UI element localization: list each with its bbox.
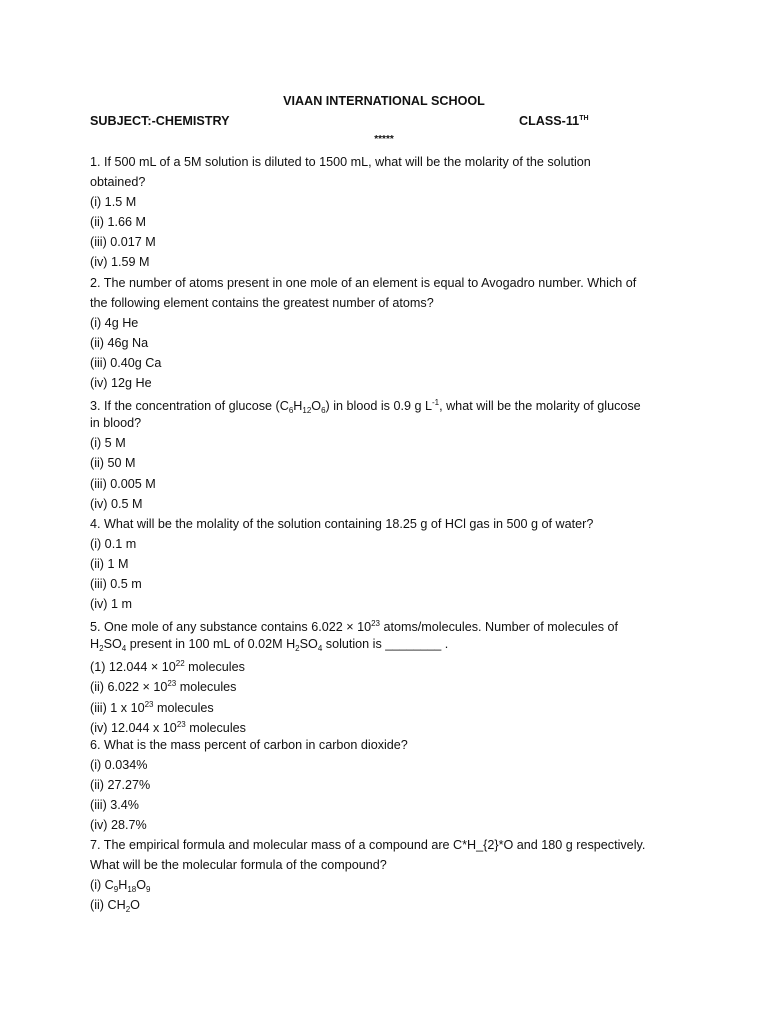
text-run: the following element contains the greatest number of atoms? (90, 295, 434, 310)
text-run: (iii) 0.5 m (90, 576, 142, 591)
text-run: molecules (176, 680, 237, 695)
text-line (90, 433, 690, 453)
text-run: 7. The empirical formula and molecular mass of a compound are C*H_{2}*O and 180 g respectively. (90, 838, 646, 853)
text-line (90, 594, 690, 614)
text-run: SO (103, 637, 122, 652)
separator-stars: ***** (374, 134, 394, 145)
text-line (90, 735, 690, 755)
text-line (90, 373, 690, 393)
text-run: (i) C (90, 878, 114, 893)
text-line (90, 534, 690, 554)
text-line (90, 695, 690, 715)
text-run: (iv) 0.5 M (90, 496, 143, 511)
text-run: atoms/molecules. Number of molecules of (380, 620, 618, 635)
text-line (90, 795, 690, 815)
text-run: (i) 4g He (90, 315, 139, 330)
text-run: (i) 5 M (90, 436, 126, 451)
text-run: (iii) 0.017 M (90, 235, 156, 250)
text-line (90, 212, 690, 232)
text-run: (iv) 1 m (90, 597, 132, 612)
text-run: (ii) 1.66 M (90, 215, 146, 230)
text-run: 6. What is the mass percent of carbon in carbon dioxide? (90, 737, 408, 752)
text-run: (iii) 1 x 10 (90, 700, 145, 715)
text-line (90, 895, 690, 915)
subscript: 2 (295, 644, 300, 654)
text-run: molecules (185, 720, 246, 735)
class-text: CLASS-11 (519, 114, 580, 128)
text-line (90, 413, 690, 433)
text-run: in blood? (90, 416, 142, 431)
text-run: (i) 0.1 m (90, 536, 137, 551)
superscript: 23 (144, 699, 154, 709)
text-run: ) in blood is 0.9 g L (325, 399, 432, 414)
text-line (90, 313, 690, 333)
text-run: H (90, 637, 100, 652)
text-line (90, 232, 690, 252)
text-line (90, 855, 690, 875)
questions-body (90, 152, 690, 916)
text-run: (i) 0.034% (90, 757, 148, 772)
text-line (90, 775, 690, 795)
text-line (90, 172, 690, 192)
text-run: (iii) 0.005 M (90, 476, 156, 491)
text-line (90, 835, 690, 855)
subscript: 2 (99, 644, 104, 654)
text-run: O (136, 878, 147, 893)
text-line (90, 474, 690, 494)
text-line (90, 614, 690, 634)
text-run: (ii) 6.022 × 10 (90, 680, 168, 695)
superscript: 23 (371, 619, 381, 629)
text-line (90, 674, 690, 694)
text-run: O (130, 898, 140, 913)
text-line (90, 755, 690, 775)
text-line (90, 494, 690, 514)
superscript: 22 (175, 659, 185, 669)
text-run: H (118, 878, 128, 893)
text-run: H (293, 399, 303, 414)
subscript: 2 (125, 905, 131, 915)
text-line (90, 875, 690, 895)
subscript: 6 (288, 406, 294, 416)
subject-label: SUBJECT:-CHEMISTRY (90, 114, 230, 128)
text-run: (iv) 28.7% (90, 818, 147, 833)
subscript: 12 (302, 406, 312, 416)
subscript: 9 (113, 885, 119, 895)
text-line (90, 192, 690, 212)
text-run: (iii) 3.4% (90, 798, 139, 812)
text-run: (ii) 27.27% (90, 777, 151, 792)
text-run: 4. What will be the molality of the solution containing 18.25 g of HCl gas in 500 g of water? (90, 516, 594, 531)
school-name: VIAAN INTERNATIONAL SCHOOL (283, 94, 485, 108)
text-run: (iv) 12g He (90, 376, 152, 391)
text-line (90, 815, 690, 835)
text-line (90, 554, 690, 574)
text-run: 2. The number of atoms present in one mole of an element is equal to Avogadro number. Which of (90, 275, 637, 290)
text-line (90, 654, 690, 674)
subscript: 9 (146, 885, 151, 895)
text-run: obtained? (90, 175, 146, 190)
text-run: (ii) 50 M (90, 456, 136, 471)
text-line (90, 252, 690, 272)
text-run: (ii) 1 M (90, 556, 129, 571)
text-line (90, 152, 690, 172)
subscript: 4 (317, 644, 323, 654)
text-line (90, 333, 690, 353)
text-run: O (311, 399, 322, 414)
text-line (90, 715, 690, 735)
text-run: (iii) 0.40g Ca (90, 355, 162, 370)
text-run: (i) 1.5 M (90, 195, 137, 210)
class-label (519, 114, 589, 128)
text-line (90, 273, 690, 293)
text-line (90, 393, 690, 416)
superscript: 23 (167, 679, 177, 689)
subscript: 18 (127, 885, 137, 895)
class-suffix: TH (579, 115, 589, 122)
text-line (90, 353, 690, 373)
text-line (90, 574, 690, 594)
text-run: What will be the molecular formula of the compound? (90, 858, 387, 873)
subscript: 6 (321, 406, 326, 416)
text-line (90, 293, 690, 313)
superscript: -1 (431, 398, 440, 408)
text-run: (iv) 1.59 M (90, 255, 150, 270)
text-run: solution is ________ . (322, 637, 449, 652)
text-run: (ii) CH (90, 898, 126, 913)
text-line (90, 634, 690, 654)
text-run: (ii) 46g Na (90, 335, 149, 350)
text-line (90, 514, 690, 534)
text-run: molecules (153, 700, 214, 715)
text-run: 3. If the concentration of glucose (C (90, 399, 289, 414)
text-run: SO (299, 637, 318, 652)
text-run: (1) 12.044 × 10 (90, 660, 176, 675)
text-run: 5. One mole of any substance contains 6.022 × 10 (90, 620, 372, 635)
text-run: (iv) 12.044 x 10 (90, 720, 177, 735)
superscript: 23 (176, 719, 186, 729)
text-line (90, 453, 690, 473)
text-run: 1. If 500 mL of a 5M solution is diluted to 1500 mL, what will be the molarity of the solution (90, 155, 591, 169)
text-run: present in 100 mL of 0.02M H (126, 637, 296, 652)
subscript: 4 (121, 644, 127, 654)
text-run: , what will be the molarity of glucose (439, 399, 641, 414)
text-run: molecules (184, 660, 245, 675)
